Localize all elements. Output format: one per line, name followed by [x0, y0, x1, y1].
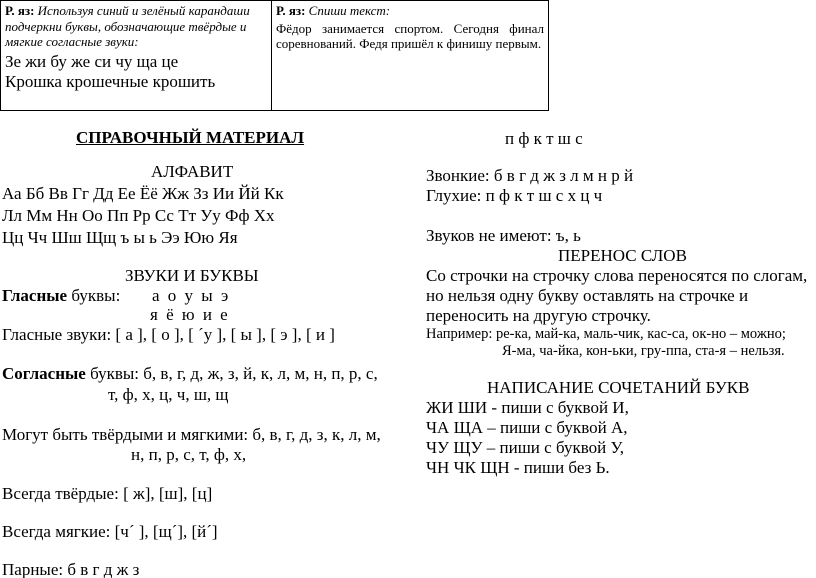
alphabet-line-3: Цц Чч Шш Щщ ъ ы ь Ээ Юю Яя: [2, 228, 238, 247]
pairs-voiced: Парные: б в г д ж з: [2, 560, 140, 578]
consonants-rest: буквы: б, в, г, д, ж, з, й, к, л, м, н, п, р, с,: [85, 364, 378, 383]
consonants-bold: Согласные: [2, 364, 86, 383]
sounds-title: ЗВУКИ И БУКВЫ: [125, 266, 259, 285]
always-soft: Всегда мягкие: [ч´ ], [щ´], [й´]: [2, 522, 218, 541]
reference-heading: СПРАВОЧНЫЙ МАТЕРИАЛ: [76, 128, 305, 147]
task-right-label: Р. яз:: [276, 3, 306, 18]
task-cell-right: [271, 0, 549, 111]
alphabet-line-2: Лл Мм Нн Оо Пп Рр Сс Тт Уу Фф Хх: [2, 206, 275, 225]
vowel-sounds: Гласные звуки: [ а ], [ о ], [ ´у ], [ ы ], [ э ], [ и ]: [2, 325, 335, 344]
task-left-text: [1, 1, 272, 52]
combination-rule-1: ЖИ ШИ - пиши с буквой И,: [426, 398, 629, 417]
voiceless-consonants: Глухие: п ф к т ш с х ц ч: [426, 186, 603, 205]
hyphenation-title: ПЕРЕНОС СЛОВ: [558, 246, 687, 265]
combinations-title: НАПИСАНИЕ СОЧЕТАНИЙ БУКВ: [487, 378, 750, 397]
task-cell-left: [0, 0, 272, 111]
combination-rule-3: ЧУ ЩУ – пиши с буквой У,: [426, 438, 624, 457]
always-hard: Всегда твёрдые: [ ж], [ш], [ц]: [2, 484, 213, 503]
no-sound-letters: Звуков не имеют: ъ, ь: [426, 226, 581, 245]
hyphenation-rule-2: но нельзя одну букву оставлять на строчке и: [426, 286, 749, 305]
consonants-line-2: т, ф, х, ц, ч, ш, щ: [108, 385, 229, 404]
vowel-letters-1: а о у ы э: [152, 286, 229, 305]
consonants-label: [2, 364, 378, 384]
vowels-label: [2, 286, 120, 306]
combination-rule-2: ЧА ЩА – пиши с буквой А,: [426, 418, 628, 437]
task-left-instruction: Используя синий и зелёный карандаши подчеркни буквы, обозначающие твёрдые и мягкие согласные звуки:: [5, 3, 250, 49]
vowels-bold: Гласные: [2, 286, 68, 305]
task-left-words: Крошка крошечные крошить: [5, 71, 216, 91]
alphabet-title: АЛФАВИТ: [151, 162, 234, 181]
hyphenation-rule-1: Со строчки на строчку слова переносятся по слогам,: [426, 266, 808, 285]
combination-rule-4: ЧН ЧК ЩН - пиши без Ь.: [426, 458, 610, 477]
can-be-hard-soft-1: Могут быть твёрдыми и мягкими: б, в, г, д, з, к, л, м,: [2, 425, 381, 444]
hyphenation-rule-3: переносить на другую строчку.: [426, 306, 651, 325]
vowel-letters-2: я ё ю и е: [150, 305, 228, 324]
task-right-text: Фёдор занимается спортом. Сегодня финал соревнований. Федя пришёл к финишу первым.: [276, 20, 544, 51]
hyphenation-example-1: Например: ре-ка, май-ка, маль-чик, кас-са, ок-но – можно;: [426, 326, 786, 342]
alphabet-line-1: Аа Бб Вв Гг Дд Ее Ёё Жж Зз Ии Йй Кк: [2, 184, 284, 203]
task-right-instruction: Спиши текст:: [308, 3, 391, 18]
voiced-consonants: Звонкие: б в г д ж з л м н р й: [426, 166, 634, 185]
hyphenation-example-2: Я-ма, ча-йка, кон-ьки, гру-ппа, ста-я – нельзя.: [502, 343, 785, 359]
task-right-header: [272, 1, 548, 21]
task-left-syllables: Зе жи бу же си чу ща це: [5, 51, 179, 71]
vowels-rest: буквы:: [67, 286, 121, 305]
task-left-label: Р. яз:: [5, 3, 35, 18]
pairs-unvoiced: п ф к т ш с: [505, 129, 583, 148]
can-be-hard-soft-2: н, п, р, с, т, ф, х,: [131, 445, 247, 464]
